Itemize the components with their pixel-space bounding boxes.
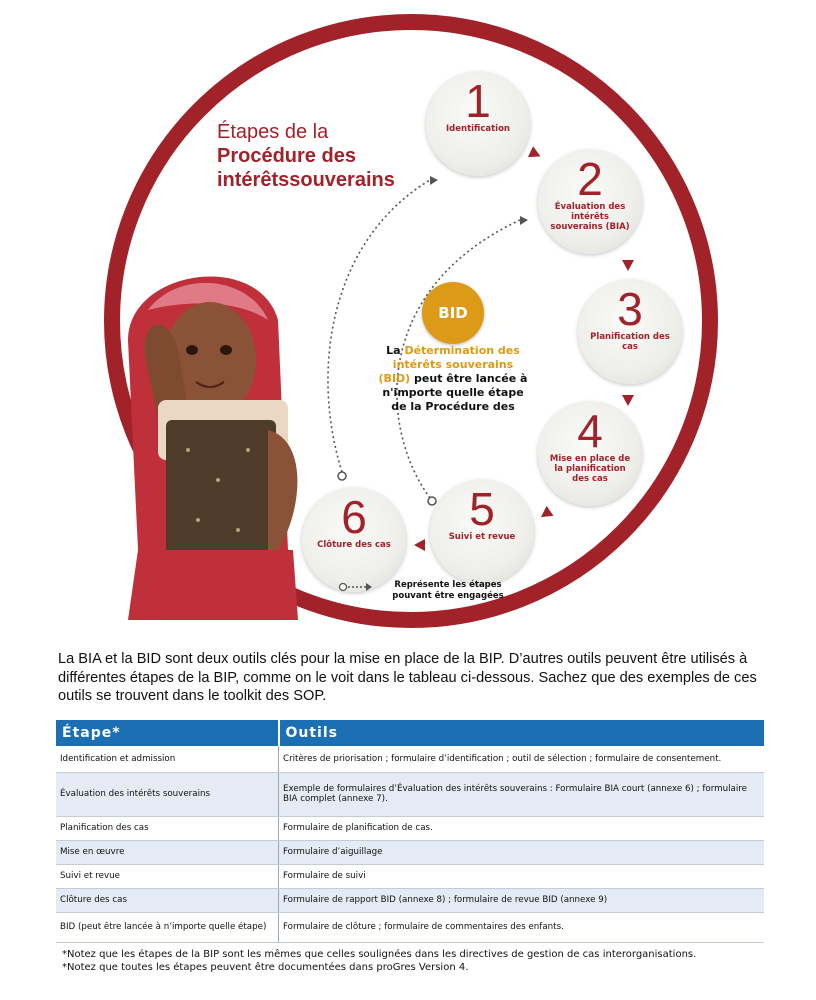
footnotes (62, 948, 762, 974)
column-header-stage: Étape* (56, 720, 279, 746)
step-5-suivi (430, 480, 534, 584)
legend-label: Représente les étapes pouvant être engagées (392, 580, 504, 601)
step-4-mise-en-place (538, 402, 642, 506)
arrow-5-to-6-icon (414, 539, 425, 551)
tools-cell: Critères de priorisation ; formulaire d’identification ; outil de sélection ; formulaire de consentement. (279, 746, 765, 772)
procedure-diagram (100, 10, 740, 640)
diagram-title (217, 120, 395, 192)
tools-cell: Formulaire de planification de cas. (279, 816, 765, 840)
bid-text-prefix: La (386, 344, 401, 357)
step-6-cloture (302, 488, 406, 592)
step-number: 2 (577, 153, 603, 205)
footnote: *Notez que toutes les étapes peuvent être documentées dans proGres Version 4. (62, 962, 469, 973)
table-row (56, 746, 764, 772)
bid-text-highlight: Détermination des intérêts souverains (BID) (378, 344, 520, 385)
title-line-2: Procédure des (217, 145, 356, 167)
step-label: Planification des cas (590, 332, 670, 352)
table-row (56, 840, 764, 864)
table-row (56, 816, 764, 840)
arrow-3-to-4-icon (622, 395, 634, 406)
title-line-3: intérêtssouverains (217, 169, 395, 191)
stage-cell: Clôture des cas (56, 888, 279, 912)
table-header-row (56, 720, 764, 746)
tools-cell: Exemple de formulaires d’Évaluation des intérêts souverains : Formulaire BIA court (annexe 6) ; formulaire BIA complet (annexe 7). (279, 772, 765, 816)
step-1-identification (426, 72, 530, 176)
column-header-tools: Outils (279, 720, 765, 746)
step-3-planification (578, 280, 682, 384)
table-row (56, 888, 764, 912)
footnote: *Notez que les étapes de la BIP sont les mêmes que celles soulignées dans les directives de gestion de cas interorganisations. (62, 949, 697, 960)
stage-cell: Identification et admission (56, 746, 279, 772)
table-row (56, 912, 764, 942)
step-number: 5 (469, 483, 495, 535)
bid-text-rest: peut être lancée à n'importe quelle étape de la Procédure des (382, 372, 528, 413)
stage-cell: Suivi et revue (56, 864, 279, 888)
step-label: Évaluation des intérêts souverains (BIA) (550, 202, 630, 232)
tools-cell: Formulaire de suivi (279, 864, 765, 888)
step-number: 4 (577, 405, 603, 457)
step-number: 6 (341, 491, 367, 543)
stage-cell: Mise en œuvre (56, 840, 279, 864)
stage-cell: BID (peut être lancée à n’importe quelle étape) (56, 912, 279, 942)
title-line-1: Étapes de la (217, 121, 329, 143)
tools-table (56, 720, 764, 943)
stage-cell: Évaluation des intérêts souverains (56, 772, 279, 816)
arrow-2-to-3-icon (622, 260, 634, 271)
table-row (56, 864, 764, 888)
bid-badge: BID (422, 282, 484, 344)
bid-description (378, 344, 528, 414)
step-number: 1 (465, 75, 491, 127)
tools-cell: Formulaire de clôture ; formulaire de commentaires des enfants. (279, 912, 765, 942)
table-row (56, 772, 764, 816)
step-number: 3 (617, 283, 643, 335)
step-2-evaluation (538, 150, 642, 254)
tools-cell: Formulaire de rapport BID (annexe 8) ; formulaire de revue BID (annexe 9) (279, 888, 765, 912)
intro-paragraph: La BIA et la BID sont deux outils clés pour la mise en place de la BIP. D’autres outils peuvent être utilisés à différentes étapes de la BIP, comme on le voit dans le tableau ci-dessous. Sachez que des exemples de ces outils se trouvent dans le toolkit des SOP. (58, 651, 757, 704)
dotted-arrow-icon (338, 581, 374, 593)
step-label: Mise en place de la planification des cas (549, 454, 631, 484)
step-label: Clôture des cas (317, 540, 391, 550)
step-label: Identification (446, 124, 510, 134)
tools-cell: Formulaire d’aiguillage (279, 840, 765, 864)
stage-cell: Planification des cas (56, 816, 279, 840)
step-label: Suivi et revue (448, 532, 516, 542)
child-photo (118, 250, 308, 620)
